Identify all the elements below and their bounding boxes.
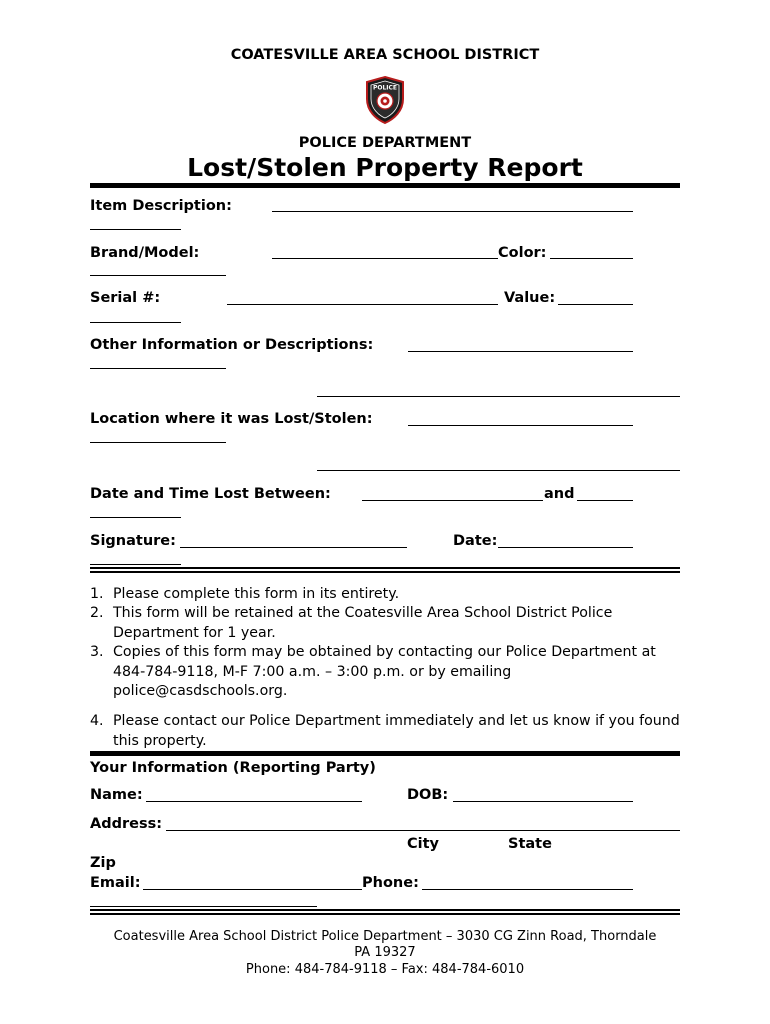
footer-city-zip: PA 19327 [354,945,416,960]
zip-label: Zip [90,855,116,871]
name-label: Name: [90,787,143,803]
item-description-label: Item Description: [90,198,232,214]
color-label: Color: [498,245,547,261]
instruction-item [90,712,690,752]
department-name: POLICE DEPARTMENT [298,135,472,151]
instruction-number: 3. [90,644,104,660]
instruction-text: Please contact our Police Department immediately and let us know if you found this property. [113,713,680,749]
instruction-item [90,604,690,644]
email-label: Email: [90,875,141,891]
instruction-text: Please complete this form in its entirety. [113,586,400,602]
address-label: Address: [90,816,163,832]
date-time-to-field[interactable] [577,500,633,501]
state-label: State [508,836,552,852]
brand-model-label: Brand/Model: [90,245,200,261]
footer-address: Coatesville Area School District Police Department – 3030 CG Zinn Road, Thorndale [113,929,657,944]
item-description-field-cont[interactable] [90,229,181,230]
district-name: COATESVILLE AREA SCHOOL DISTRICT [230,47,540,63]
serial-label: Serial #: [90,290,161,306]
instruction-text: Copies of this form may be obtained by contacting our Police Department at 484-784-9118, M-F 7:00 a.m. – 3:00 p.m. or by emailing police@casdschools.org. [113,644,656,699]
location-label: Location where it was Lost/Stolen: [90,411,373,427]
city-label: City [407,836,439,852]
item-description-field[interactable] [272,211,633,212]
date-time-from-field[interactable] [362,500,543,501]
reporting-party-heading: Your Information (Reporting Party) [90,760,376,776]
section-divider-middle [90,751,680,756]
page-title: Lost/Stolen Property Report [187,153,583,182]
section-divider-top-b [90,571,680,573]
date-field[interactable] [498,547,633,548]
location-field-cont[interactable] [90,442,226,443]
instruction-number: 4. [90,713,104,729]
instruction-text: This form will be retained at the Coatesville Area School District Police Department for 1 year. [113,605,613,641]
value-field[interactable] [558,304,633,305]
other-info-field[interactable] [408,351,633,352]
location-field-extra[interactable] [317,470,680,471]
footer-divider-b [90,913,680,915]
instruction-number: 2. [90,605,104,621]
phone-field[interactable] [422,889,633,890]
email-field[interactable] [143,889,362,890]
signature-field[interactable] [180,547,407,548]
instruction-item [90,585,690,605]
address-field[interactable] [166,830,680,831]
email-field-cont[interactable] [90,906,317,907]
signature-field-cont[interactable] [90,564,181,565]
police-badge-logo [363,75,407,125]
title-divider [90,183,680,188]
date-label: Date: [453,533,498,549]
footer-phone-fax: Phone: 484-784-9118 – Fax: 484-784-6010 [245,962,525,977]
section-divider-top-a [90,567,680,569]
brand-model-field-cont[interactable] [90,275,226,276]
color-field[interactable] [550,258,633,259]
signature-label: Signature: [90,533,176,549]
badge-text: POLICE [372,84,398,92]
dob-label: DOB: [407,787,449,803]
other-info-label: Other Information or Descriptions: [90,337,374,353]
instruction-number: 1. [90,586,104,602]
other-info-field-extra[interactable] [317,396,680,397]
serial-field-cont[interactable] [90,322,181,323]
brand-model-field[interactable] [272,258,498,259]
location-field[interactable] [408,425,633,426]
name-field[interactable] [146,801,362,802]
value-label: Value: [504,290,556,306]
and-label: and [544,486,575,502]
serial-field[interactable] [227,304,498,305]
footer-divider-a [90,909,680,911]
date-time-lost-label: Date and Time Lost Between: [90,486,331,502]
dob-field[interactable] [453,801,633,802]
phone-label: Phone: [362,875,419,891]
instruction-item [90,643,690,703]
other-info-field-cont[interactable] [90,368,226,369]
date-time-field-cont[interactable] [90,517,181,518]
